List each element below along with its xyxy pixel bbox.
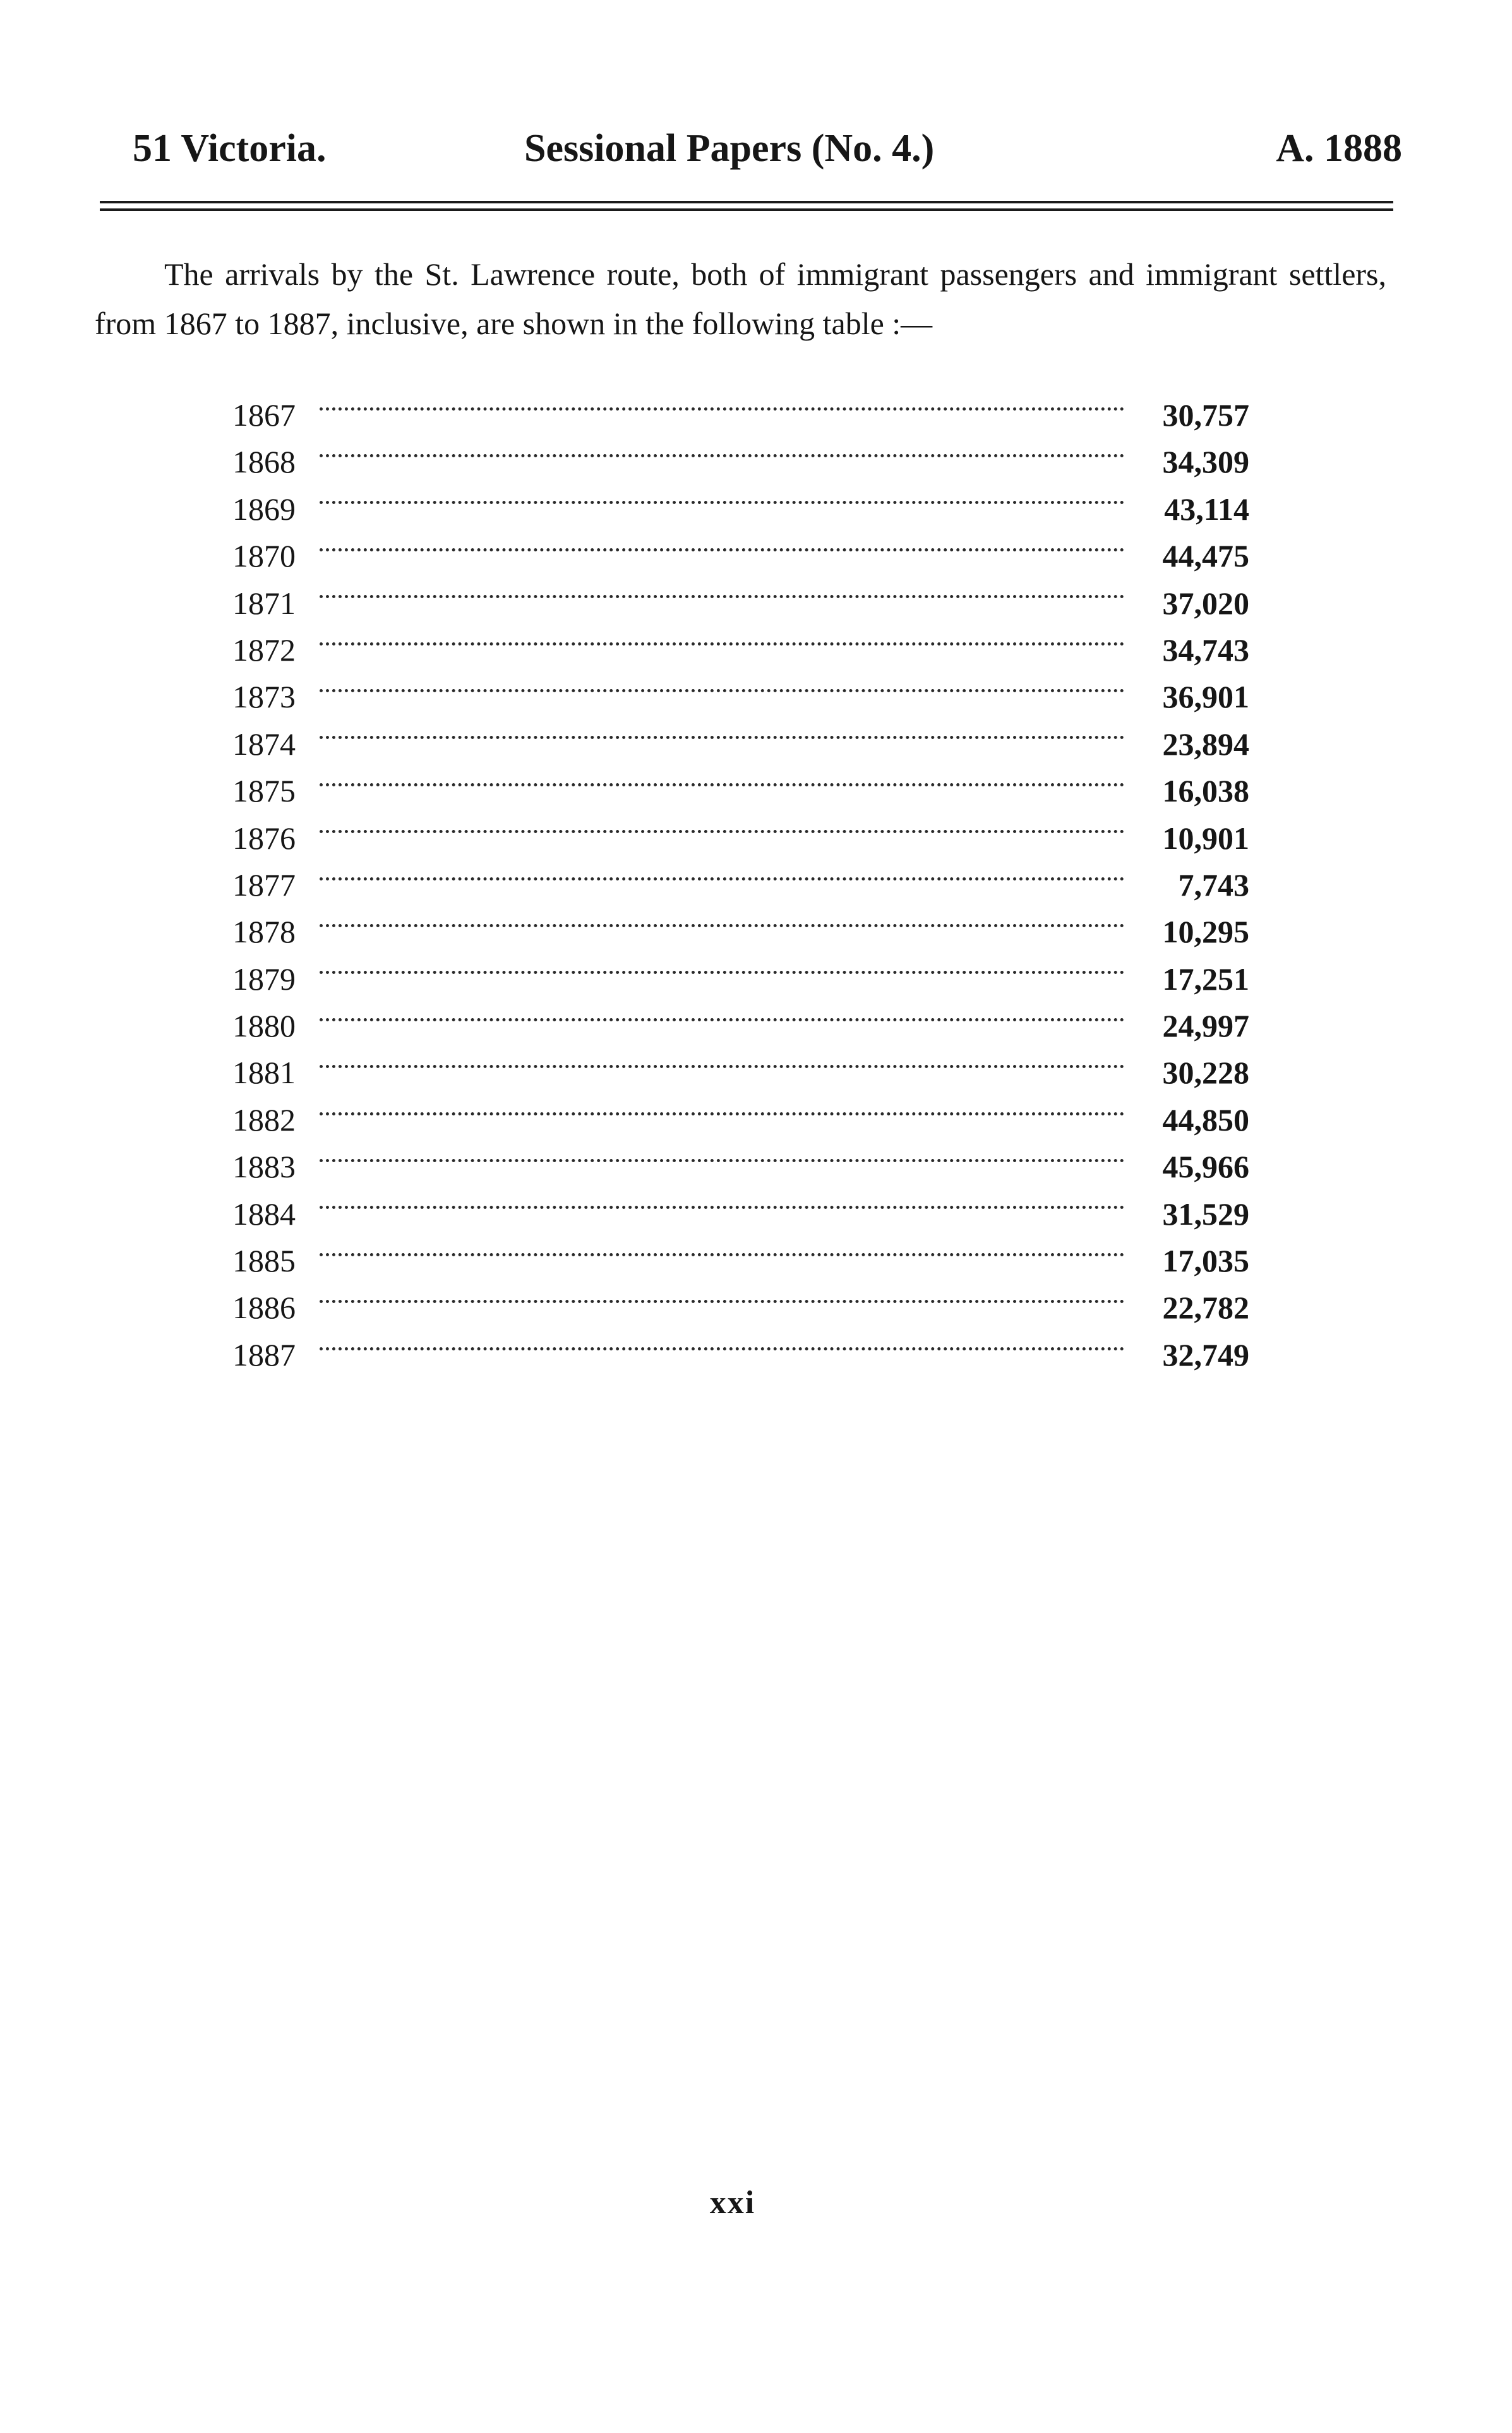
header-rule-top <box>100 201 1393 203</box>
row-year: 1868 <box>232 444 296 480</box>
dot-leader <box>320 1112 1124 1115</box>
header-title: Sessional Papers (No. 4.) <box>524 127 935 170</box>
dot-leader <box>320 1300 1124 1303</box>
table-row <box>232 1143 1249 1190</box>
table-row <box>232 486 1249 532</box>
header-rule-bottom <box>100 208 1393 211</box>
row-value: 10,901 <box>1162 820 1249 856</box>
row-value: 24,997 <box>1162 1008 1249 1044</box>
row-year: 1887 <box>232 1337 296 1373</box>
row-year: 1879 <box>232 961 296 997</box>
dot-leader <box>320 924 1124 927</box>
row-value: 44,475 <box>1162 538 1249 574</box>
row-value: 31,529 <box>1162 1196 1249 1232</box>
dot-leader <box>320 971 1124 974</box>
table-row <box>232 1191 1249 1237</box>
table-row <box>232 532 1249 579</box>
row-year: 1882 <box>232 1102 296 1138</box>
table-row <box>232 956 1249 1002</box>
row-year: 1872 <box>232 632 296 668</box>
table-row <box>232 392 1249 438</box>
table-row <box>232 438 1249 485</box>
row-year: 1884 <box>232 1196 296 1232</box>
row-year: 1881 <box>232 1055 296 1091</box>
table-row <box>232 862 1249 908</box>
table-row <box>232 1002 1249 1049</box>
row-year: 1886 <box>232 1290 296 1326</box>
table-row <box>232 1284 1249 1331</box>
row-year: 1878 <box>232 914 296 950</box>
table-row <box>232 673 1249 720</box>
dot-leader <box>320 1018 1124 1021</box>
row-value: 32,749 <box>1162 1337 1249 1373</box>
dot-leader <box>320 1253 1124 1256</box>
row-value: 43,114 <box>1164 491 1249 527</box>
dot-leader <box>320 642 1124 646</box>
dot-leader <box>320 830 1124 833</box>
row-value: 44,850 <box>1162 1102 1249 1138</box>
row-year: 1883 <box>232 1149 296 1185</box>
row-year: 1876 <box>232 820 296 856</box>
row-year: 1867 <box>232 397 296 433</box>
table-row <box>232 1237 1249 1284</box>
dot-leader <box>320 407 1124 411</box>
dot-leader <box>320 736 1124 739</box>
dot-leader <box>320 548 1124 551</box>
table-row <box>232 1049 1249 1096</box>
dot-leader <box>320 1206 1124 1209</box>
row-value: 36,901 <box>1162 679 1249 715</box>
running-header <box>133 120 1402 177</box>
row-year: 1871 <box>232 585 296 621</box>
header-rule <box>100 201 1393 213</box>
header-year: A. 1888 <box>1276 127 1402 170</box>
dot-leader <box>320 501 1124 504</box>
table-row <box>232 627 1249 673</box>
row-value: 30,228 <box>1162 1055 1249 1091</box>
row-value: 17,035 <box>1162 1243 1249 1279</box>
row-value: 23,894 <box>1162 726 1249 762</box>
table-row <box>232 721 1249 767</box>
row-value: 10,295 <box>1162 914 1249 950</box>
row-year: 1875 <box>232 773 296 809</box>
row-value: 45,966 <box>1162 1149 1249 1185</box>
row-year: 1870 <box>232 538 296 574</box>
row-year: 1880 <box>232 1008 296 1044</box>
table-row <box>232 1331 1249 1378</box>
dot-leader <box>320 595 1124 598</box>
row-value: 34,309 <box>1162 444 1249 480</box>
row-year: 1873 <box>232 679 296 715</box>
arrivals-table <box>232 392 1249 1378</box>
row-year: 1885 <box>232 1243 296 1279</box>
row-value: 16,038 <box>1162 773 1249 809</box>
header-session: 51 Victoria. <box>133 127 327 170</box>
dot-leader <box>320 1159 1124 1162</box>
dot-leader <box>320 877 1124 880</box>
row-value: 17,251 <box>1162 961 1249 997</box>
dot-leader <box>320 454 1124 457</box>
row-value: 30,757 <box>1162 397 1249 433</box>
row-year: 1869 <box>232 491 296 527</box>
table-row <box>232 1096 1249 1143</box>
row-value: 22,782 <box>1162 1290 1249 1326</box>
table-row <box>232 767 1249 814</box>
table-row <box>232 908 1249 955</box>
table-row <box>232 580 1249 627</box>
row-year: 1877 <box>232 867 296 903</box>
row-year: 1874 <box>232 726 296 762</box>
row-value: 34,743 <box>1162 632 1249 668</box>
table-row <box>232 815 1249 862</box>
row-value: 37,020 <box>1162 585 1249 621</box>
dot-leader <box>320 1065 1124 1068</box>
row-value: 7,743 <box>1178 867 1249 903</box>
dot-leader <box>320 689 1124 692</box>
dot-leader <box>320 783 1124 786</box>
dot-leader <box>320 1347 1124 1350</box>
intro-paragraph: The arrivals by the St. Lawrence route, both of immigrant passengers and immigrant settlers, from 1867 to 1887, inclusive, are shown in the following table :— <box>95 256 1386 341</box>
page-number: xxi <box>709 2185 756 2221</box>
